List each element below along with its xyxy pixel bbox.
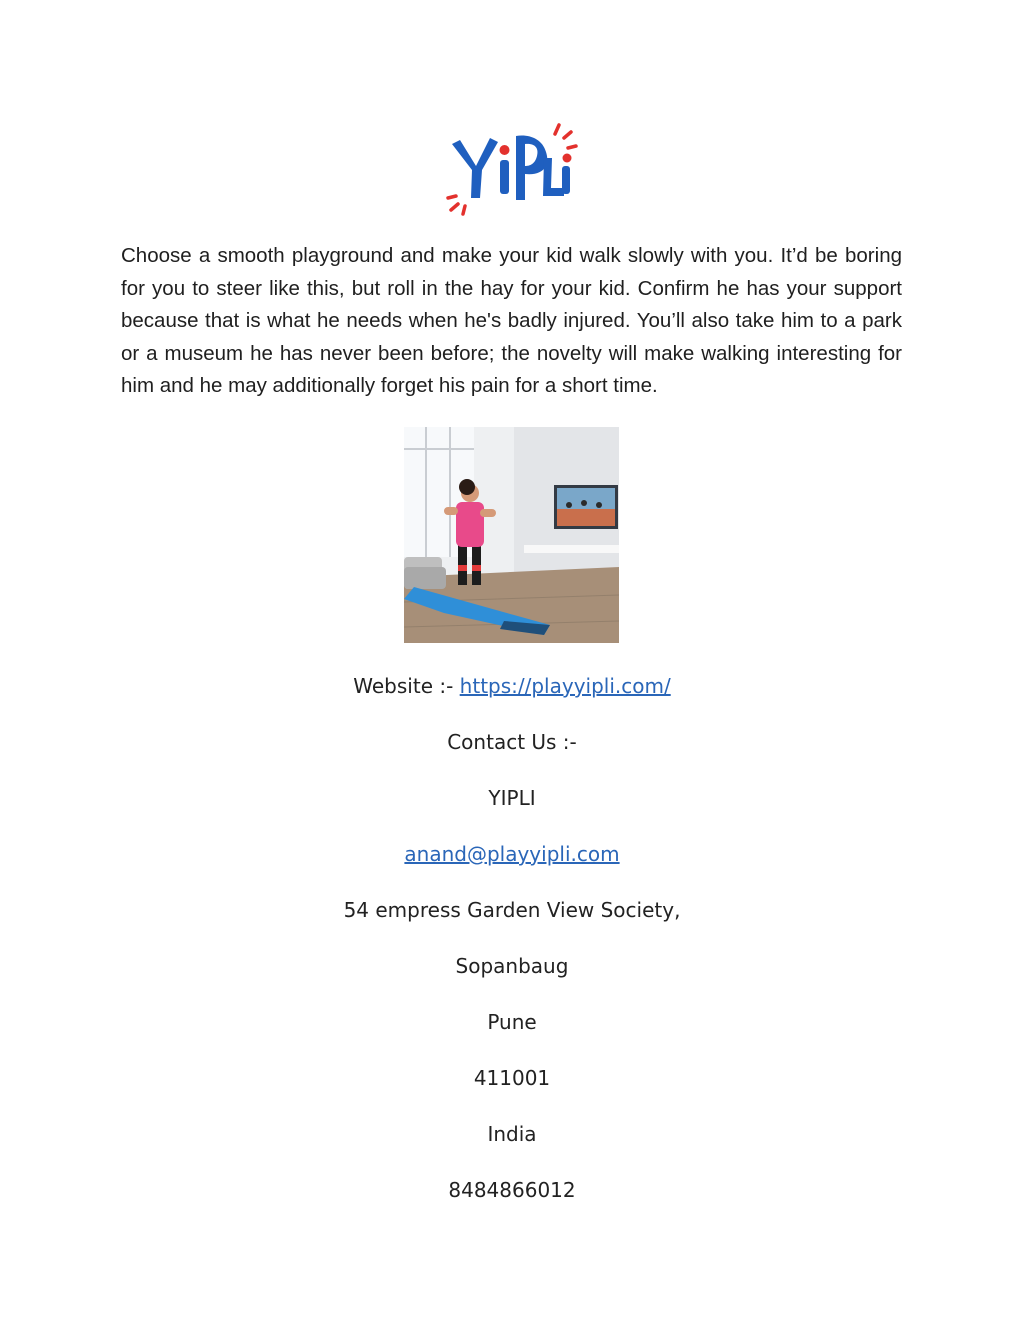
email-link[interactable]: anand@playyipli.com — [404, 842, 620, 866]
body-paragraph: Choose a smooth playground and make your kid walk slowly with you. It’d be boring for you to steer like this, but roll in the hay for your kid. Confirm he has your support because that is what he needs when he's badly injured. You’ll also take him to a park or a museum he has never been before; the novelty will make walking interesting for him and he may additionally forget his pain for a short time. — [121, 244, 902, 397]
website-link[interactable]: https://playyipli.com/ — [459, 674, 671, 698]
logo-spark-top-icon — [555, 125, 576, 148]
address-line-2: Sopanbaug — [455, 954, 569, 978]
company-name: YIPLI — [488, 786, 536, 810]
yipli-logo-graphic — [440, 118, 585, 218]
contact-heading: Contact Us :- — [447, 730, 577, 754]
phone-number: 8484866012 — [448, 1178, 576, 1202]
city: Pune — [487, 1010, 537, 1034]
country: India — [487, 1122, 537, 1146]
yipli-logo — [440, 118, 585, 218]
website-label: Website :- — [353, 674, 460, 698]
postal-code: 411001 — [473, 1066, 551, 1090]
email-line — [0, 842, 1024, 866]
address-line-1: 54 empress Garden View Society, — [343, 898, 681, 922]
product-photo-graphic — [404, 427, 619, 643]
product-photo — [404, 427, 619, 643]
logo-spark-bottom-icon — [448, 196, 465, 214]
website-line — [0, 674, 1024, 698]
